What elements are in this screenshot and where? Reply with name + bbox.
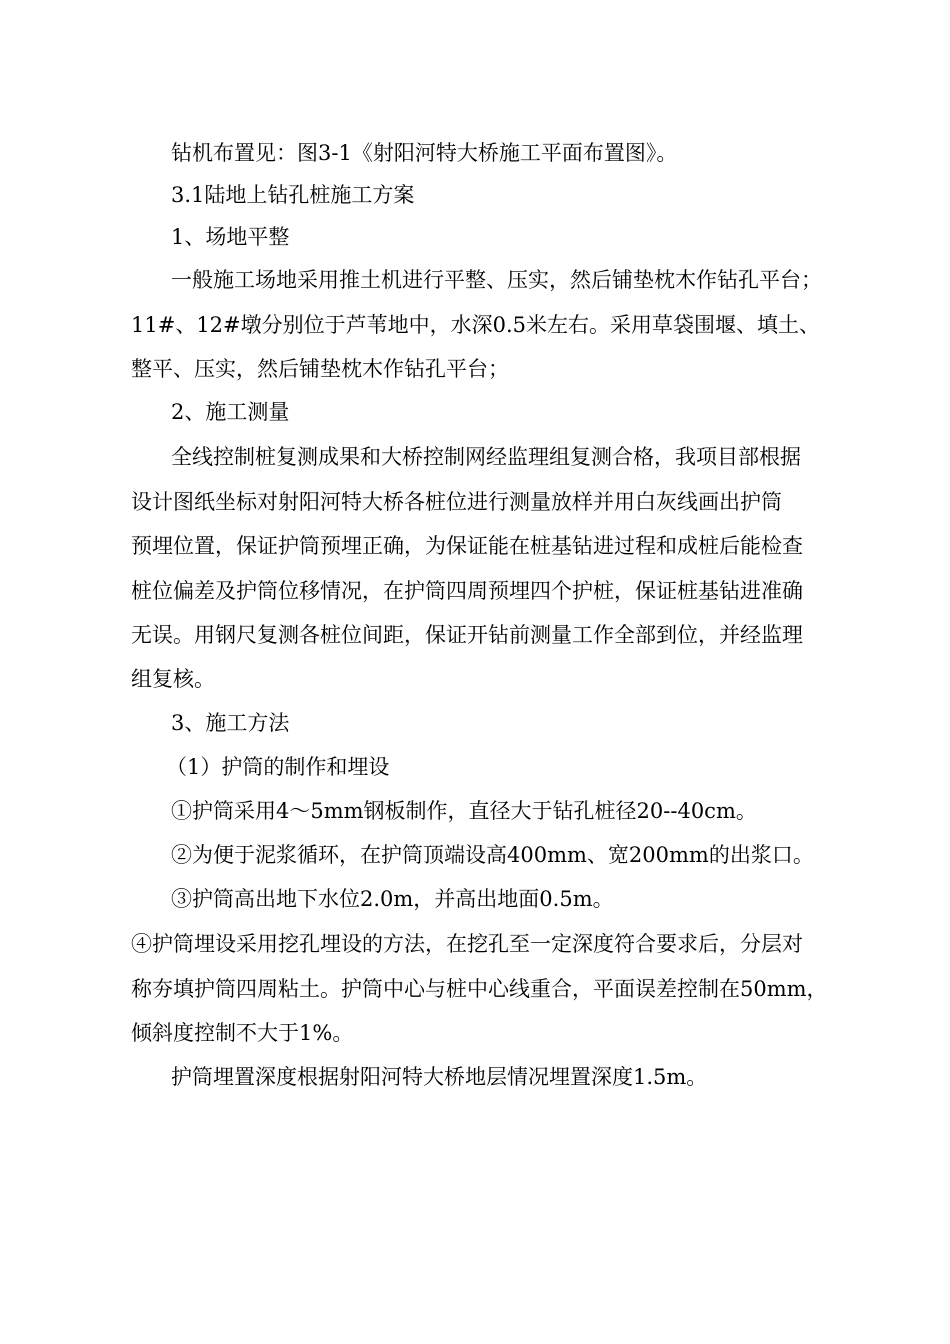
paragraph-line: 预埋位置，保证护筒预埋正确，为保证能在桩基钻进过程和成桩后能检查 bbox=[131, 534, 803, 558]
list-item: ③护筒高出地下水位2.0m，并高出地面0.5m。 bbox=[171, 887, 614, 911]
list-item: ④护筒埋设采用挖孔埋设的方法，在挖孔至一定深度符合要求后，分层对 bbox=[131, 932, 803, 956]
paragraph-line: 设计图纸坐标对射阳河特大桥各桩位进行测量放样并用白灰线画出护筒 bbox=[131, 490, 782, 514]
paragraph-line: 无误。用钢尺复测各桩位间距，保证开钻前测量工作全部到位，并经监理 bbox=[131, 623, 803, 647]
paragraph-line: 全线控制桩复测成果和大桥控制网经监理组复测合格，我项目部根据 bbox=[171, 445, 801, 469]
list-item: ①护筒采用4～5mm钢板制作，直径大于钻孔桩径20--40cm。 bbox=[171, 799, 757, 823]
subheading: 1、场地平整 bbox=[171, 225, 290, 249]
paragraph-drill-layout: 钻机布置见：图3-1《射阳河特大桥施工平面布置图》。 bbox=[171, 141, 678, 165]
subheading: （1）护筒的制作和埋设 bbox=[166, 755, 390, 779]
paragraph-line: 组复核。 bbox=[131, 667, 215, 691]
paragraph-line: 护筒埋置深度根据射阳河特大桥地层情况埋置深度1.5m。 bbox=[171, 1065, 708, 1089]
subheading: 3、施工方法 bbox=[171, 711, 290, 735]
section-heading: 3.1陆地上钻孔桩施工方案 bbox=[171, 183, 415, 207]
paragraph-line: 桩位偏差及护筒位移情况，在护筒四周预埋四个护桩，保证桩基钻进准确 bbox=[131, 579, 803, 603]
list-item: ②为便于泥浆循环，在护筒顶端设高400mm、宽200mm的出浆口。 bbox=[171, 843, 814, 867]
paragraph-line: 11#、12#墩分别位于芦苇地中，水深0.5米左右。采用草袋围堰、填土、 bbox=[131, 313, 821, 337]
paragraph-line: 称夯填护筒四周粘土。护筒中心与桩中心线重合，平面误差控制在50mm， bbox=[131, 977, 828, 1001]
paragraph-line: 整平、压实，然后铺垫枕木作钻孔平台； bbox=[131, 357, 509, 381]
paragraph-line: 一般施工场地采用推土机进行平整、压实，然后铺垫枕木作钻孔平台； bbox=[171, 268, 822, 292]
subheading: 2、施工测量 bbox=[171, 400, 290, 424]
paragraph-line: 倾斜度控制不大于1%。 bbox=[131, 1021, 354, 1045]
